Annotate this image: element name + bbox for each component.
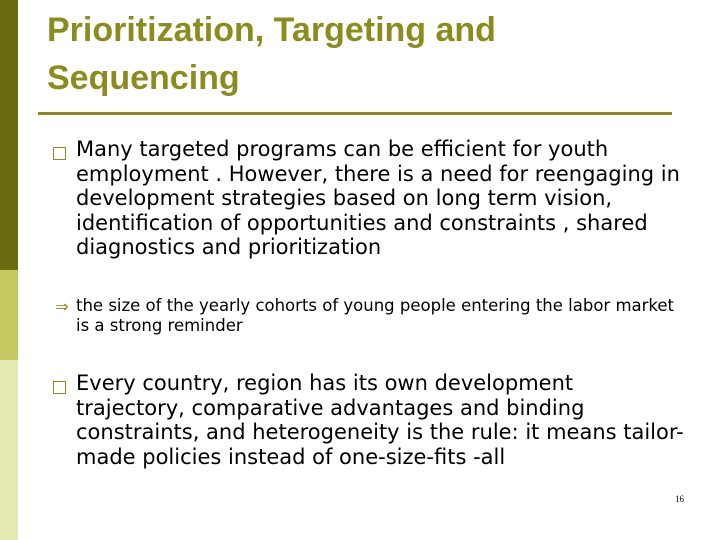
square-bullet-icon bbox=[53, 381, 66, 394]
title-underline bbox=[38, 112, 672, 115]
double-arrow-icon: ⇒ bbox=[55, 297, 69, 316]
slide-title: Prioritization, Targeting and Sequencing bbox=[47, 11, 496, 97]
page-number: 16 bbox=[675, 494, 684, 504]
bullet-text-2: the size of the yearly cohorts of young people entering the labor market is a strong reminder bbox=[76, 296, 675, 335]
side-bar-light bbox=[0, 360, 18, 540]
side-bar-mid bbox=[0, 270, 18, 360]
bullet-text-1: Many targeted programs can be efficient for youth employment . However, there is a need for reengaging in development strategies based on long term vision, identification of opportunities and constraints , shared diagnostics and prioritization bbox=[76, 137, 680, 259]
side-bar-dark bbox=[0, 0, 18, 270]
square-bullet-icon bbox=[53, 147, 66, 160]
bullet-text-3: Every country, region has its own development trajectory, comparative advantages and binding constraints, and heterogeneity is the rule: it means tailor-made policies instead of one-size-fits -all bbox=[76, 371, 684, 469]
